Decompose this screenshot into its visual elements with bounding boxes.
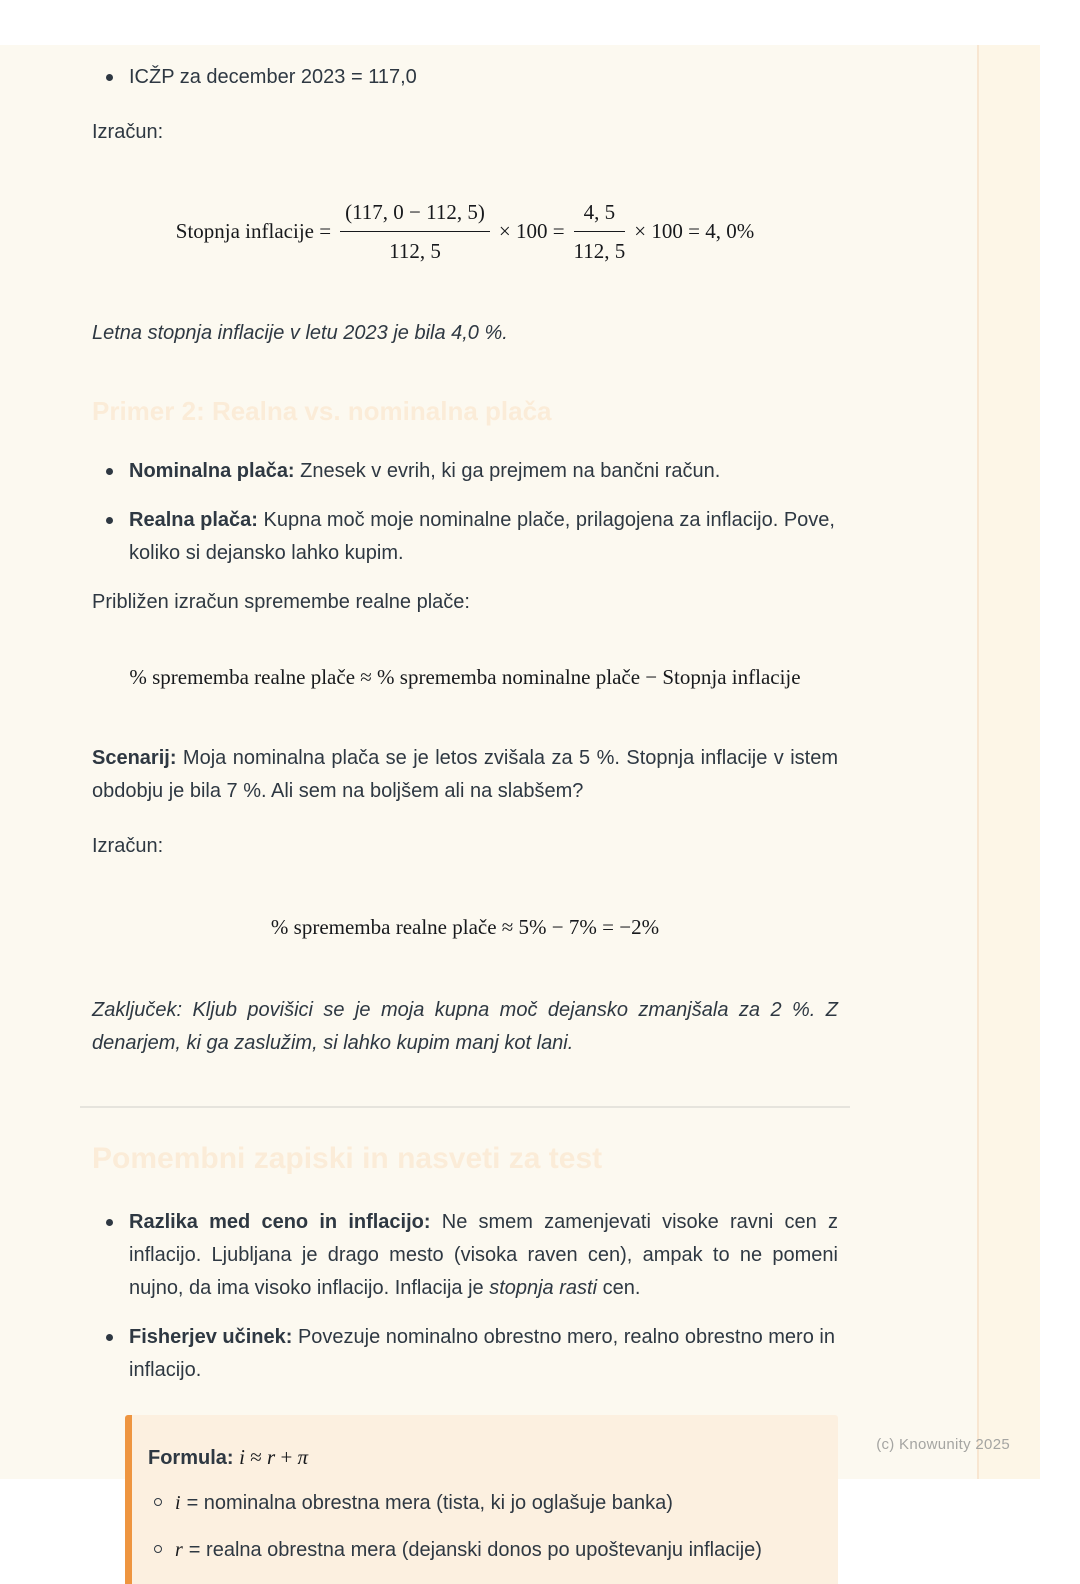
calc-label: Izračun: bbox=[92, 121, 164, 143]
list-item bbox=[92, 504, 838, 570]
real-rate-definition: r = realna obrestna mera (dejanski donos po upoštevanju inflacije) bbox=[175, 1539, 762, 1561]
fisher-equation: i ≈ r + π bbox=[239, 1445, 309, 1469]
fraction bbox=[340, 197, 490, 266]
term-label: Fisherjev učinek: bbox=[129, 1326, 293, 1348]
document-page bbox=[0, 45, 1040, 1561]
fraction-numerator: 4, 5 bbox=[574, 197, 626, 232]
list-item bbox=[92, 61, 838, 94]
formula-callout-box bbox=[125, 1415, 838, 1584]
list-item bbox=[92, 455, 838, 488]
page-edge-band bbox=[979, 45, 1040, 1479]
inflation-result-note: Letna stopnja inflacije v letu 2023 je bila 4,0 %. bbox=[92, 322, 508, 344]
list-item bbox=[148, 1534, 804, 1567]
iczp-value-text: ICŽP za december 2023 = 117,0 bbox=[129, 66, 417, 88]
price-vs-inflation-note: Razlika med ceno in inflacijo: Ne smem zamenjevati visoke ravni cen z inflacijo. Ljubljana je drago mesto (visoka raven cen), ampak to ne pomeni nujno, da ima visoko inflacijo. Inflacija je stopnja rasti cen. bbox=[129, 1211, 838, 1299]
nominal-wage-definition: Nominalna plača: Znesek v evrih, ki ga prejmem na bančni račun. bbox=[129, 460, 721, 482]
scenario-paragraph: Scenarij: Moja nominalna plača se je letos zvišala za 5 %. Stopnja inflacije v istem obdobju je bila 7 %. Ali sem na boljšem ali na slabšem? bbox=[92, 747, 838, 802]
conclusion-paragraph: Zaključek: Kljub povišici se je moja kupna moč dejansko zmanjšala za 2 %. Z denarjem, ki ga zaslužim, si lahko kupim manj kot lani. bbox=[92, 999, 838, 1054]
fraction bbox=[574, 197, 626, 266]
real-wage-change-formula: % sprememba realne plače ≈ % sprememba nominalne plače − Stopnja inflacije bbox=[129, 665, 801, 689]
section-heading-notes: Pomembni zapiski in nasveti za test bbox=[92, 1142, 603, 1175]
term-label: Nominalna plača: bbox=[129, 460, 295, 482]
copyright-watermark: (c) Knowunity 2025 bbox=[876, 1436, 1010, 1453]
bullet-dot-icon bbox=[106, 1334, 113, 1341]
circle-bullet-icon bbox=[154, 1545, 162, 1553]
list-item bbox=[148, 1487, 804, 1520]
list-item bbox=[92, 1321, 838, 1387]
wage-definition-list bbox=[92, 455, 838, 570]
formula-result: × 100 = 4, 0% bbox=[634, 218, 755, 243]
formula-mid: × 100 = bbox=[498, 218, 565, 243]
bullet-dot-icon bbox=[106, 517, 113, 524]
emphasized-phrase: stopnja rasti bbox=[489, 1277, 598, 1299]
list-item bbox=[92, 1206, 838, 1305]
bullet-dot-icon bbox=[106, 468, 113, 475]
section-heading-primer2: Primer 2: Realna vs. nominalna plača bbox=[92, 396, 552, 426]
formula-variable-list bbox=[148, 1487, 804, 1567]
term-label: Scenarij: bbox=[92, 747, 177, 769]
circle-bullet-icon bbox=[154, 1498, 162, 1506]
approx-calc-label: Približen izračun spremembe realne plače: bbox=[92, 591, 470, 613]
notes-list bbox=[92, 1206, 838, 1387]
formula-label: Formula: bbox=[148, 1447, 234, 1469]
nominal-rate-definition: i = nominalna obrestna mera (tista, ki jo oglašuje banka) bbox=[175, 1492, 673, 1514]
real-wage-definition: Realna plača: Kupna moč moje nominalne plače, prilagojena za inflacijo. Pove, koliko si dejansko lahko kupim. bbox=[129, 509, 835, 564]
formula-lhs: Stopnja inflacije = bbox=[175, 218, 332, 243]
fisher-effect-note: Fisherjev učinek: Povezuje nominalno obrestno mero, realno obrestno mero in inflacijo. bbox=[129, 1326, 835, 1381]
fraction-denominator: 112, 5 bbox=[389, 238, 441, 263]
term-label: Razlika med ceno in inflacijo: bbox=[129, 1211, 431, 1233]
fraction-numerator: (117, 0 − 112, 5) bbox=[340, 197, 490, 232]
section-divider bbox=[80, 1106, 850, 1108]
scenario-calc-formula: % sprememba realne plače ≈ 5% − 7% = −2% bbox=[270, 915, 660, 939]
bullet-dot-icon bbox=[106, 1219, 113, 1226]
term-label: Realna plača: bbox=[129, 509, 258, 531]
inflation-rate-formula bbox=[92, 185, 838, 277]
bullet-dot-icon bbox=[106, 74, 113, 81]
fraction-denominator: 112, 5 bbox=[573, 238, 626, 263]
fisher-formula-line bbox=[148, 1441, 804, 1475]
example1-bullet-list bbox=[92, 61, 838, 94]
calc-label: Izračun: bbox=[92, 835, 164, 857]
